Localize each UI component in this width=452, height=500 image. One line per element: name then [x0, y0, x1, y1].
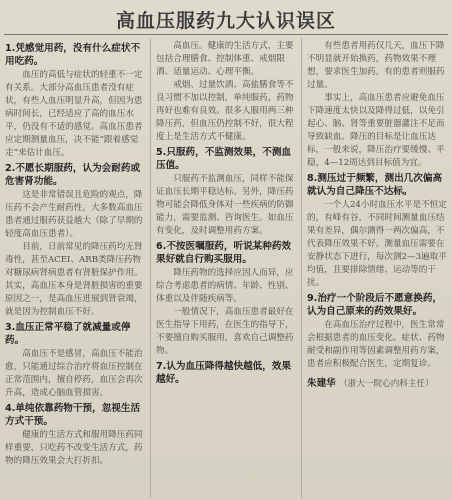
author-name: 朱建华: [307, 378, 336, 389]
column-3: [307, 40, 447, 496]
section-heading-3: 3.血压正常平稳了就减量或停药。: [5, 322, 131, 346]
paragraph: 有些患者用药仅几天，血压下降不明显就开始换药，药物效果不理想，要求医生加药，有的患者则服药过量。: [307, 41, 445, 90]
section-heading-6: 6.不按医嘱服药，听说某种药效果好就自行购买服用。: [156, 241, 292, 265]
paragraph: 在高血压治疗过程中，医生常常会根据患者的血压变化、症状、药物耐受和副作用等因素调整用药方案，患者应积极配合医生，定期复诊。: [307, 320, 445, 369]
paragraph: 这是非常错误且危险的观点，降压药不会产生耐药性，大多数高血压患者通过服药获益越大（除了早期的轻度高血压患者）。: [5, 190, 143, 239]
section-heading-1: 1.凭感觉用药，没有什么症状不用吃药。: [5, 43, 141, 67]
article-title: 高血压服药九大认识误区: [115, 10, 336, 32]
paragraph: 降压药物的选择应因人而异，应综合考虑患者的病情、年龄、性别、体重以及伴随疾病等。: [156, 268, 294, 304]
paragraph: 一个人24小时血压水平是不恒定的，有峰有谷，不同时间测量血压结果有差异，偶尔测得一两次偏高，不代表降压效果不好。测量血压需要在安静状态下进行，每次测2—3遍取平均值，且要排除情绪、运动等的干扰。: [307, 200, 447, 288]
column-divider: [150, 38, 151, 498]
author-affiliation: （浙大一院心内科主任）: [339, 379, 434, 389]
paragraph: 高血压。健康的生活方式，主要包括合理膳食、控制体重、戒烟限酒、适量运动、心理平衡。: [156, 41, 294, 77]
section-heading-5: 5.只服药，不监测效果，不测血压值。: [156, 147, 292, 171]
section-heading-9: 9.治疗一个阶段后不愿意换药，认为自己原来的药效果好。: [307, 293, 443, 317]
paragraph: 健康的生活方式和服用降压药同样重要，只吃药不改变生活方式，药物的降压效果会大打折扣。: [5, 430, 143, 466]
section-heading-2: 2.不愿长期服药，认为会耐药或危害肾功能。: [5, 163, 141, 187]
paragraph: 目前，日前常见的降压药均无肾毒性，甚至ACEI、ARB类降压药物对糖尿病肾病患者有肾脏保护作用。其实，高血压本身是肾脏损害的重要原因之一，是高血压进展到肾衰竭，就是因为控制血压不好。: [5, 242, 143, 317]
paragraph: 只服药不监测血压，同样不能保证血压长期平稳达标。另外，降压药物可能会降低身体对一些疾病的防御能力，需要监测、咨询医生。如血压有变化，及时调整用药方案。: [156, 174, 294, 236]
paragraph: 高血压不是感冒，高血压不能治愈，只能通过综合治疗将血压控制在正常范围内，擅自停药，血压会再次升高，造成心脑血管损害。: [5, 349, 143, 398]
paragraph: 一般情况下，高血压患者最好在医生指导下用药，在医生的指导下，不要擅自购买服用，喜欢自己调整药物。: [156, 307, 294, 356]
section-heading-8: 8.测压过于频繁，测出几次偏高就认为自己降压不达标。: [307, 173, 443, 197]
paragraph: 血压的高低与症状的轻重不一定有关系。大部分高血压患者没有症状，有些人血压明显升高，但因为患病时间长，已经适应了高的血压水平，仍没有不适的感觉。高血压患者应定期测量血压，决不能“跟着感觉走”来估计血压。: [5, 70, 143, 158]
paragraph: 戒烟、过量饮酒、高盐膳食等不良习惯不加以控制，单纯服药，药物再好也难有良效。很多人服用两三种降压药，但血压仍控制不好，很大程度上是生活方式不健康。: [156, 80, 294, 142]
column-divider: [301, 38, 302, 498]
section-heading-4: 4.单纯依靠药物干预，忽视生活方式干预。: [5, 403, 141, 427]
column-1: [5, 40, 145, 496]
title-rule: [4, 34, 448, 35]
section-heading-7: 7.认为血压降得越快越低，效果越好。: [156, 361, 292, 385]
paragraph: 事实上，高血压患者应避免血压下降速度太快以及降得过低，以免引起心、脑、肾等重要脏器灌注不足而导致缺血。降压的目标是让血压达标，一般来说，降压治疗要缓慢、平稳，4—12周达到目标值为宜。: [307, 93, 445, 168]
author-byline: [307, 377, 447, 391]
column-2: [156, 40, 296, 496]
